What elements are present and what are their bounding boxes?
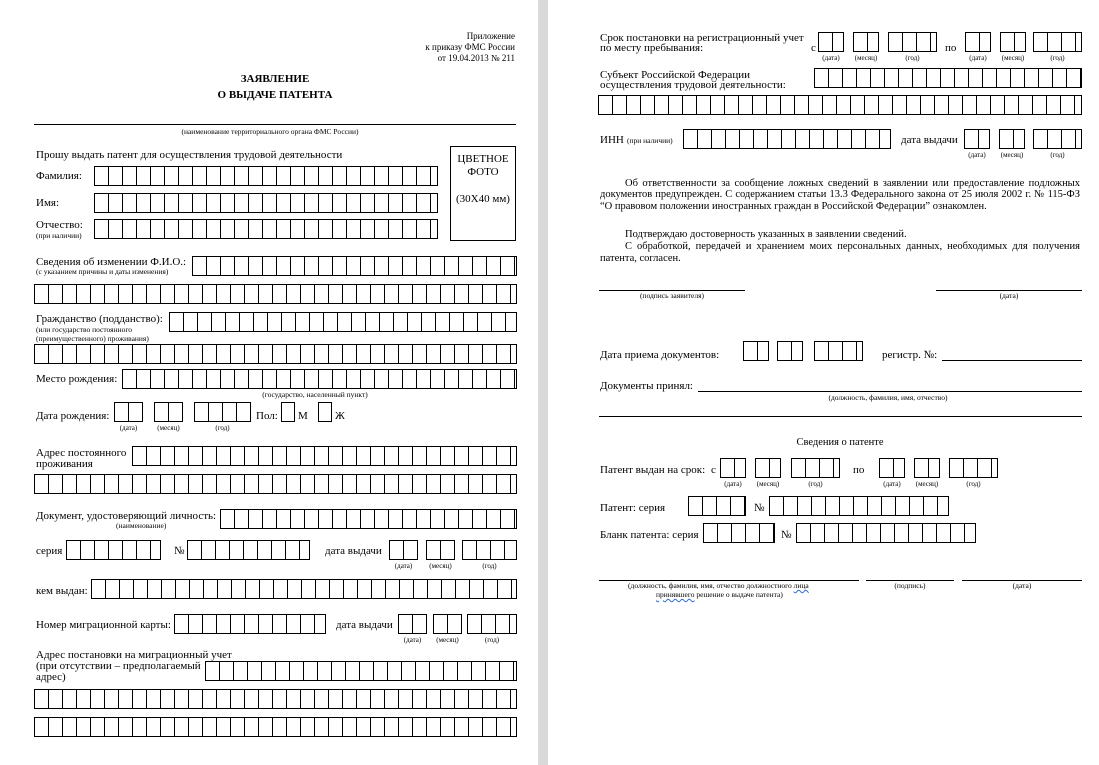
inn-year-caption: (год) bbox=[1050, 151, 1065, 159]
official-date-caption: (дата) bbox=[1012, 581, 1032, 590]
reg-to-year-caption: (год) bbox=[1050, 54, 1065, 62]
inn-issue-day[interactable] bbox=[964, 129, 990, 149]
official-caption-1-text: (должность, фамилия, имя, отчество должностного bbox=[628, 581, 794, 590]
id-doc-label: Документ, удостоверяющий личность: bbox=[36, 510, 217, 522]
organ-caption: (наименование территориального органа ФМС России) bbox=[181, 127, 359, 136]
receipt-month[interactable] bbox=[777, 341, 803, 361]
issue-date-label: дата выдачи bbox=[325, 545, 382, 557]
migration-address-input[interactable] bbox=[205, 661, 517, 681]
birthplace-label: Место рождения: bbox=[36, 373, 118, 385]
citizenship-note-2: (преимущественного) проживания) bbox=[36, 334, 149, 343]
address-label-1: Адрес постоянного bbox=[36, 447, 127, 459]
address-label-2: проживания bbox=[36, 458, 93, 470]
patent-from-day-caption: (дата) bbox=[724, 480, 742, 488]
migration-month[interactable] bbox=[433, 614, 462, 634]
appendix-line-2: к приказу ФМС России bbox=[425, 42, 515, 52]
patent-to-month-caption: (месяц) bbox=[915, 480, 939, 488]
citizenship-label: Гражданство (подданство): bbox=[36, 313, 163, 325]
sex-female-checkbox[interactable] bbox=[318, 402, 332, 422]
inn-note: (при наличии) bbox=[627, 136, 673, 145]
inn-date-label: дата выдачи bbox=[901, 134, 958, 146]
appendix-line-1: Приложение bbox=[466, 31, 515, 41]
surname-input[interactable] bbox=[94, 166, 438, 186]
patent-number-sign: № bbox=[754, 502, 765, 514]
migration-address-label-3: адрес) bbox=[36, 671, 66, 683]
migration-address-input-3[interactable] bbox=[34, 717, 517, 737]
doc-issue-year[interactable] bbox=[462, 540, 517, 560]
confirm-text: Подтверждаю достоверность указанных в заявлении сведений. bbox=[625, 229, 907, 240]
patent-term-label: Патент выдан на срок: bbox=[600, 464, 706, 476]
photo-label-1: ЦВЕТНОЕ bbox=[457, 153, 509, 165]
request-text: Прошу выдать патент для осуществления трудовой деятельности bbox=[36, 149, 343, 161]
birthplace-input[interactable] bbox=[122, 369, 517, 389]
doc-issue-day[interactable] bbox=[389, 540, 418, 560]
official-caption-2-word: принявшего bbox=[656, 590, 695, 599]
subject-input[interactable] bbox=[814, 68, 1082, 88]
id-doc-note: (наименование) bbox=[116, 521, 167, 530]
official-caption-2 bbox=[656, 591, 783, 599]
declaration-text: Об ответственности за сообщение ложных сведений в заявлении или предоставление подложных документов предупрежден. С содержанием статьи 13.3 Федерального закона от 25 июля 2002 г. № 115-ФЗ “О правовом положении иностранных граждан в Российской Федерации” ознакомлен. bbox=[600, 178, 1080, 212]
migration-year-caption: (год) bbox=[484, 636, 500, 644]
patent-to-label: по bbox=[853, 464, 865, 476]
patronymic-label: Отчество: bbox=[36, 219, 83, 231]
birthdate-month[interactable] bbox=[154, 402, 183, 422]
sex-male-label: М bbox=[298, 410, 308, 422]
reg-number-line[interactable] bbox=[942, 360, 1082, 361]
reg-to-day[interactable] bbox=[965, 32, 991, 52]
reg-from-day[interactable] bbox=[818, 32, 844, 52]
photo-label-3: (30Х40 мм) bbox=[456, 193, 510, 205]
blank-number-sign: № bbox=[781, 529, 792, 541]
reg-period-label-2: по месту пребывания: bbox=[600, 42, 704, 54]
blank-number-input[interactable] bbox=[796, 523, 976, 543]
form-page-left bbox=[0, 0, 538, 765]
reg-from-month[interactable] bbox=[853, 32, 879, 52]
receipt-day[interactable] bbox=[743, 341, 769, 361]
sex-female-label: Ж bbox=[335, 410, 345, 422]
issued-by-label: кем выдан: bbox=[36, 585, 88, 597]
patent-to-year[interactable] bbox=[949, 458, 998, 478]
inn-label: ИНН bbox=[600, 134, 624, 146]
doc-issue-day-caption: (дата) bbox=[394, 562, 413, 570]
consent-text: С обработкой, передачей и хранением моих персональных данных, необходимых для получения патента, согласен. bbox=[600, 241, 1080, 264]
inn-input[interactable] bbox=[683, 129, 891, 149]
patent-series-label: Патент: серия bbox=[600, 502, 666, 514]
form-page-right bbox=[548, 0, 1099, 765]
patronymic-input[interactable] bbox=[94, 219, 438, 239]
migration-year[interactable] bbox=[467, 614, 517, 634]
doc-number-input[interactable] bbox=[187, 540, 310, 560]
surname-label: Фамилия: bbox=[36, 170, 82, 182]
reg-to-month[interactable] bbox=[1000, 32, 1026, 52]
accepted-by-caption: (должность, фамилия, имя, отчество) bbox=[828, 393, 948, 402]
series-label: серия bbox=[36, 545, 63, 557]
reg-from-month-caption: (месяц) bbox=[854, 54, 878, 62]
patent-from-year[interactable] bbox=[791, 458, 840, 478]
address-input[interactable] bbox=[132, 446, 517, 466]
receipt-year[interactable] bbox=[814, 341, 863, 361]
inn-month-caption: (месяц) bbox=[1000, 151, 1024, 159]
sex-male-checkbox[interactable] bbox=[281, 402, 295, 422]
fio-change-input-2[interactable] bbox=[34, 284, 517, 304]
migration-address-input-2[interactable] bbox=[34, 689, 517, 709]
number-sign: № bbox=[174, 545, 185, 557]
citizenship-note-1: (или государство постоянного bbox=[36, 325, 133, 334]
citizenship-input[interactable] bbox=[169, 312, 517, 332]
birthdate-day[interactable] bbox=[114, 402, 143, 422]
patent-to-day-caption: (дата) bbox=[883, 480, 901, 488]
address-input-2[interactable] bbox=[34, 474, 517, 494]
subject-label-1: Субъект Российской Федерации bbox=[600, 69, 750, 81]
applicant-signature-caption: (подпись заявителя) bbox=[639, 291, 705, 300]
organ-line bbox=[34, 124, 516, 125]
subject-label-2: осуществления трудовой деятельности: bbox=[600, 79, 786, 91]
reg-period-label-1: Срок постановки на регистрационный учет bbox=[600, 32, 804, 44]
patent-from-year-caption: (год) bbox=[808, 480, 823, 488]
official-caption-2-text: решение о выдаче патента) bbox=[694, 590, 783, 599]
birthplace-caption: (государство, населенный пункт) bbox=[262, 390, 368, 399]
migration-card-label: Номер миграционной карты: bbox=[36, 619, 171, 631]
appendix-line-3: от 19.04.2013 № 211 bbox=[437, 53, 515, 63]
fio-change-note: (с указанием причины и даты изменения) bbox=[36, 267, 169, 276]
reg-from-label: с bbox=[811, 42, 816, 54]
sex-label: Пол: bbox=[256, 410, 278, 422]
patent-to-day[interactable] bbox=[879, 458, 905, 478]
birthdate-year-caption: (год) bbox=[215, 424, 230, 432]
patent-to-year-caption: (год) bbox=[966, 480, 981, 488]
photo-label-2: ФОТО bbox=[467, 166, 499, 178]
birthdate-year[interactable] bbox=[194, 402, 251, 422]
subject-input-2[interactable] bbox=[598, 95, 1082, 115]
reg-number-label: регистр. №: bbox=[882, 349, 938, 361]
migration-day-caption: (дата) bbox=[403, 636, 422, 644]
reg-to-year[interactable] bbox=[1033, 32, 1082, 52]
birthdate-day-caption: (дата) bbox=[119, 424, 138, 432]
doc-issue-year-caption: (год) bbox=[482, 562, 497, 570]
official-signature-caption: (подпись) bbox=[894, 581, 926, 590]
migration-address-label-2: (при отсутствии – предполагаемый bbox=[36, 660, 201, 672]
official-caption-1 bbox=[628, 582, 809, 590]
official-caption-1-word: лица bbox=[793, 581, 809, 590]
migration-date-label: дата выдачи bbox=[336, 619, 393, 631]
form-title: ЗАЯВЛЕНИЕ bbox=[240, 73, 310, 85]
inn-day-caption: (дата) bbox=[968, 151, 986, 159]
patent-series-input[interactable] bbox=[688, 496, 746, 516]
inn-issue-month[interactable] bbox=[999, 129, 1025, 149]
patent-info-heading: Сведения о патенте bbox=[796, 437, 884, 448]
series-input[interactable] bbox=[66, 540, 161, 560]
accepted-by-label: Документы принял: bbox=[600, 380, 693, 392]
birthdate-month-caption: (месяц) bbox=[157, 424, 180, 432]
patent-from-day[interactable] bbox=[720, 458, 746, 478]
doc-issue-month[interactable] bbox=[426, 540, 455, 560]
citizenship-input-2[interactable] bbox=[34, 344, 517, 364]
patent-to-month[interactable] bbox=[914, 458, 940, 478]
fio-change-input[interactable] bbox=[192, 256, 517, 276]
blank-series-label: Бланк патента: серия bbox=[600, 529, 699, 541]
migration-card-input[interactable] bbox=[174, 614, 326, 634]
receipt-date-label: Дата приема документов: bbox=[600, 349, 720, 361]
reg-to-month-caption: (месяц) bbox=[1001, 54, 1025, 62]
birthdate-label: Дата рождения: bbox=[36, 410, 110, 422]
patent-from-month[interactable] bbox=[755, 458, 781, 478]
migration-month-caption: (месяц) bbox=[436, 636, 459, 644]
reg-from-day-caption: (дата) bbox=[822, 54, 840, 62]
patent-from-label: с bbox=[711, 464, 716, 476]
reg-from-year[interactable] bbox=[888, 32, 937, 52]
accepted-by-line-2[interactable] bbox=[599, 416, 1082, 417]
name-input[interactable] bbox=[94, 193, 438, 213]
blank-series-input[interactable] bbox=[703, 523, 775, 543]
inn-issue-year[interactable] bbox=[1033, 129, 1082, 149]
fio-change-label: Сведения об изменении Ф.И.О.: bbox=[36, 256, 187, 268]
id-doc-input[interactable] bbox=[220, 509, 517, 529]
migration-day[interactable] bbox=[398, 614, 427, 634]
doc-issue-month-caption: (месяц) bbox=[429, 562, 452, 570]
reg-from-year-caption: (год) bbox=[905, 54, 920, 62]
accepted-by-line[interactable] bbox=[698, 391, 1082, 392]
reg-to-label: по bbox=[945, 42, 957, 54]
applicant-date-caption: (дата) bbox=[999, 291, 1019, 300]
name-label: Имя: bbox=[36, 197, 60, 209]
issued-by-input[interactable] bbox=[91, 579, 517, 599]
patent-number-input[interactable] bbox=[769, 496, 949, 516]
patronymic-note: (при наличии) bbox=[36, 231, 82, 240]
patent-from-month-caption: (месяц) bbox=[756, 480, 780, 488]
form-subtitle: О ВЫДАЧЕ ПАТЕНТА bbox=[217, 89, 333, 101]
reg-to-day-caption: (дата) bbox=[969, 54, 987, 62]
migration-address-label-1: Адрес постановки на миграционный учет bbox=[36, 649, 232, 661]
